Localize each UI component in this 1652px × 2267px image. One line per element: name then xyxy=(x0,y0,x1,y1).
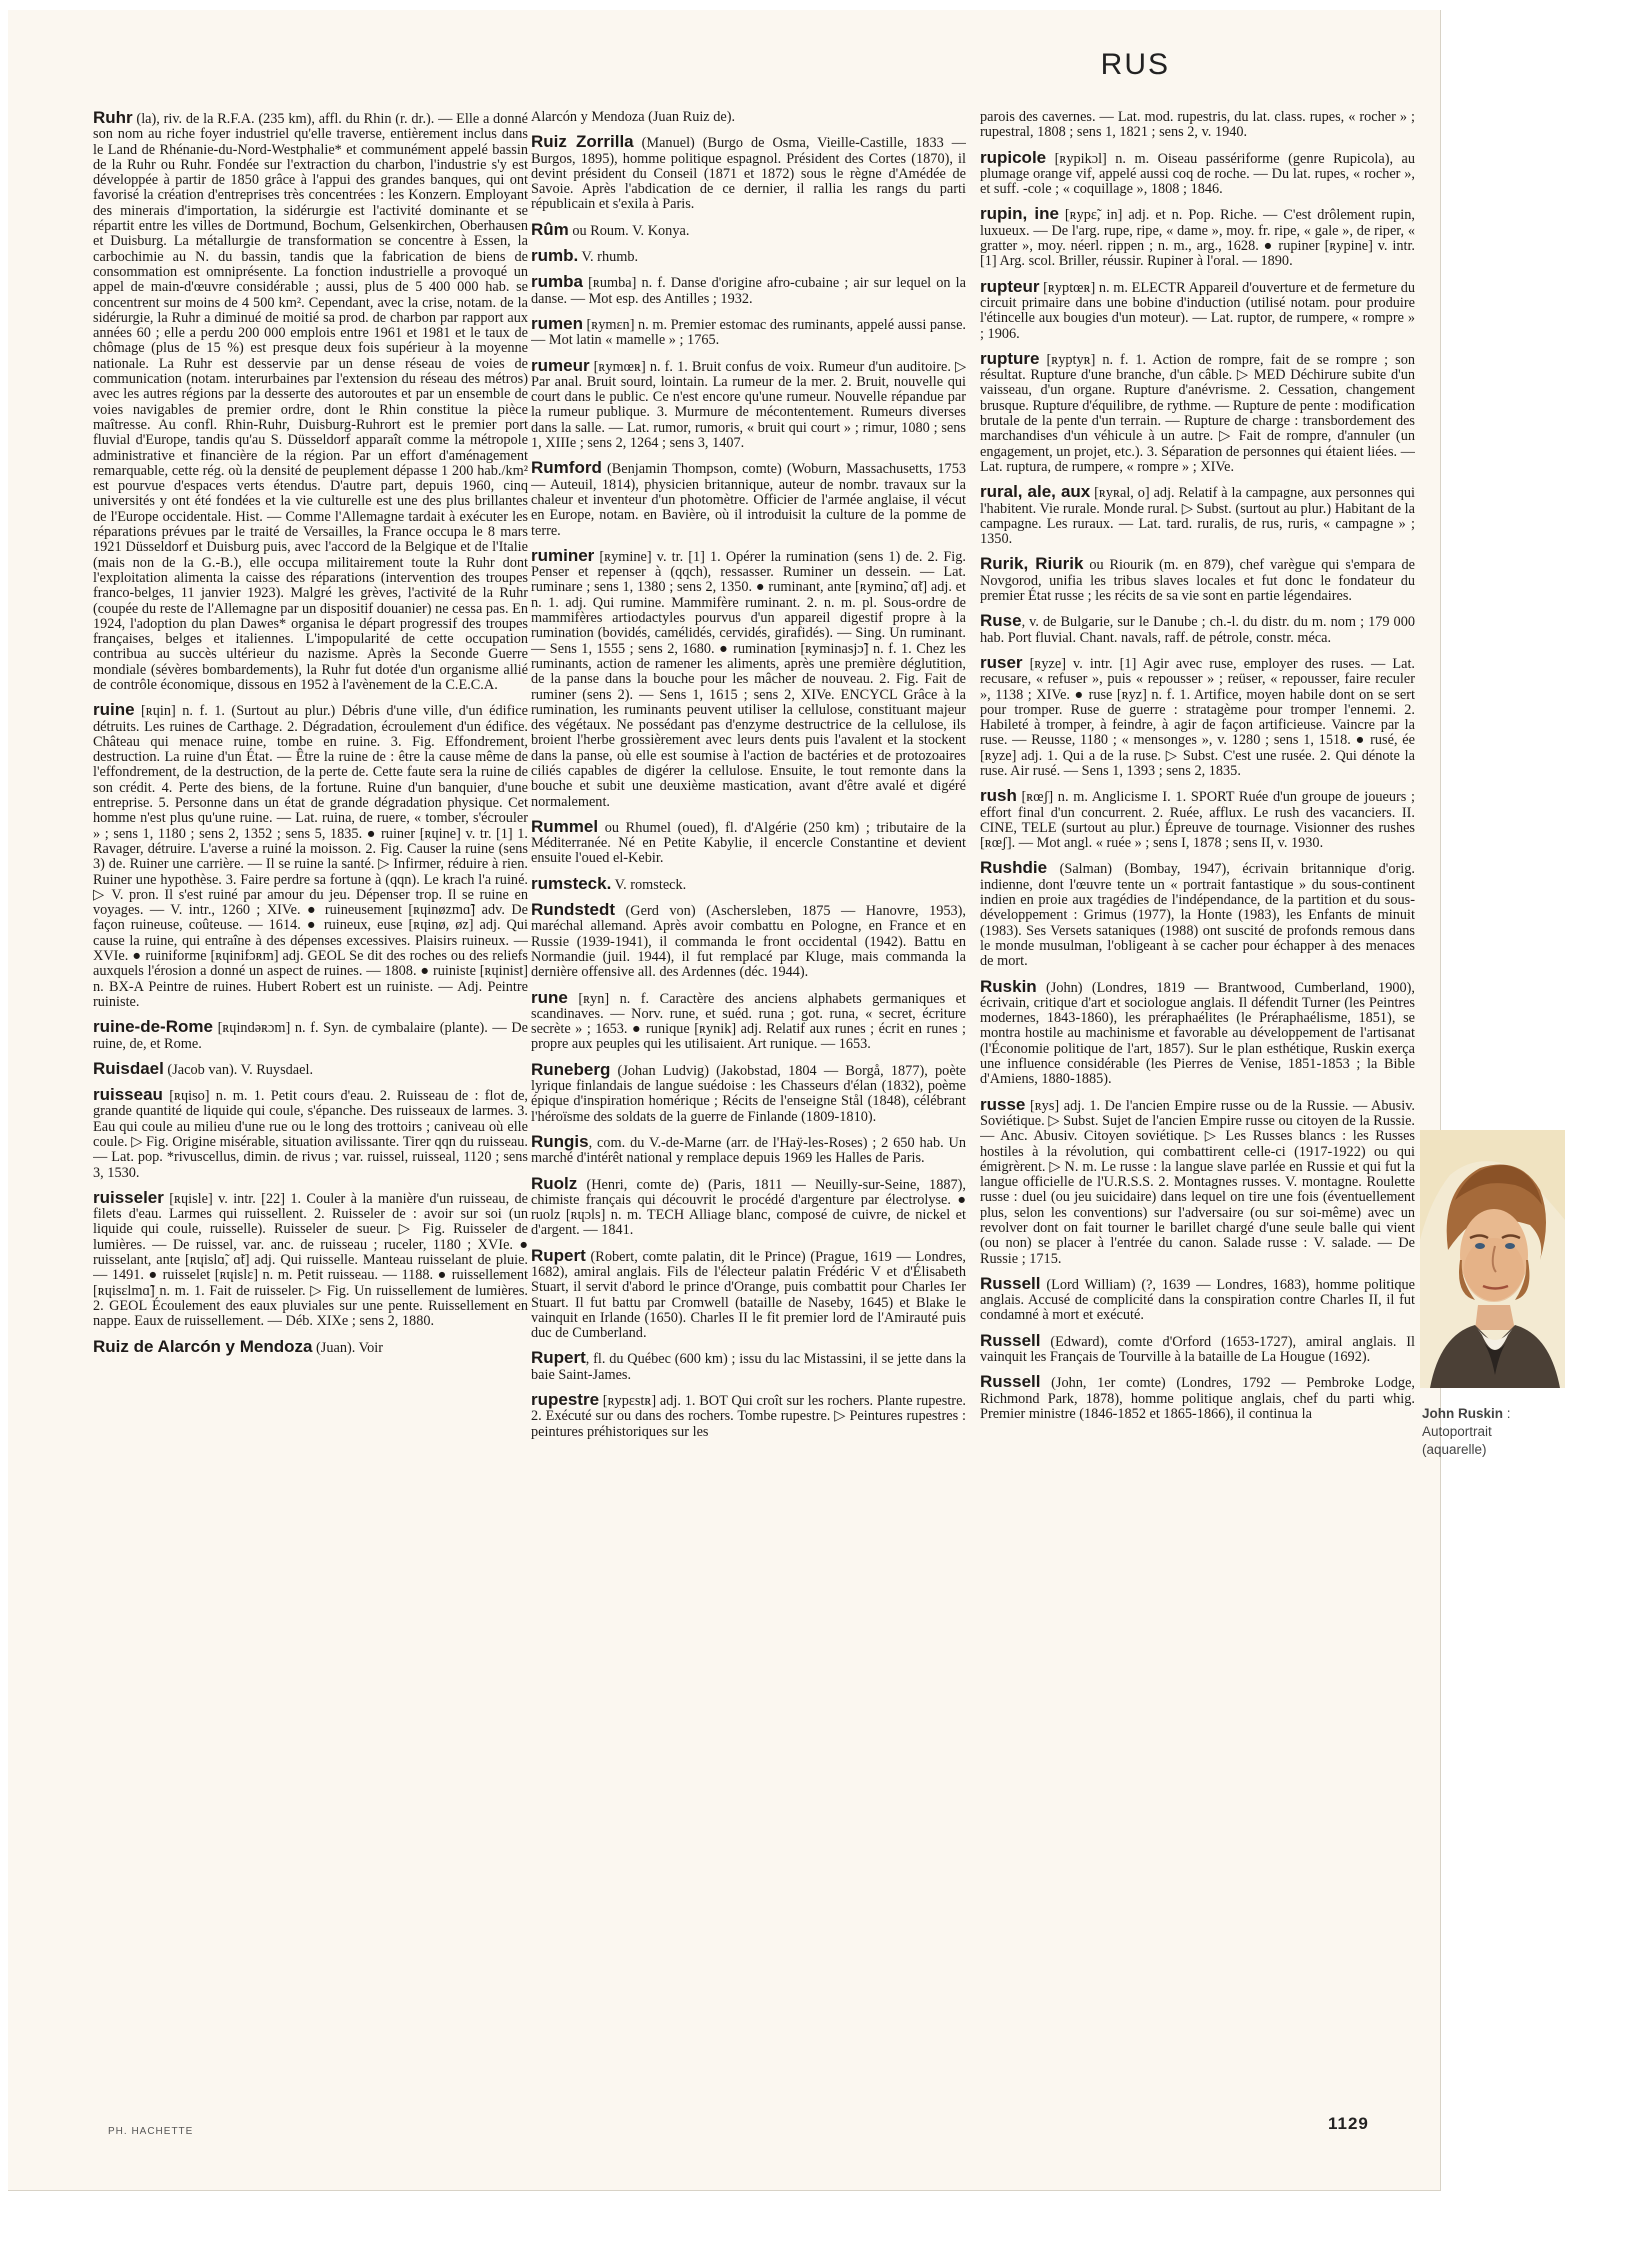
entry-headword: rupteur xyxy=(980,276,1040,296)
dictionary-entry xyxy=(980,1330,1415,1366)
dictionary-entry xyxy=(93,110,528,693)
dictionary-entry xyxy=(93,1058,528,1078)
dictionary-entry xyxy=(531,1392,966,1440)
entry-definition: [ʀyʀal, o] adj. Relatif à la campagne, aux personnes qui l'habitent. Vie rurale. Monde rural. ▷ Subst. (surtout au plur.) Habitant de la campagne. Les ruraux. — Lat. tard. ruralis, de rus, ruris, « campagne » ; 1350. xyxy=(980,485,1415,548)
dictionary-entry xyxy=(531,816,966,867)
entry-definition: V. romsteck. xyxy=(611,876,687,893)
dictionary-entry xyxy=(980,976,1415,1088)
entry-headword: Rumford xyxy=(531,458,602,478)
entry-headword: rune xyxy=(531,987,568,1007)
entry-definition: V. rhumb. xyxy=(578,249,639,266)
dictionary-entry xyxy=(531,274,966,307)
entry-headword: Russell xyxy=(980,1273,1041,1293)
entry-headword: rupicole xyxy=(980,147,1047,167)
entry-headword: ruine-de-Rome xyxy=(93,1017,213,1037)
entry-headword: rural, ale, aux xyxy=(980,482,1091,502)
entry-headword: Russell xyxy=(980,1372,1041,1392)
dictionary-entry xyxy=(531,1173,966,1239)
portrait-caption xyxy=(1422,1405,1572,1459)
entry-headword: rupture xyxy=(980,348,1040,368)
dictionary-entry xyxy=(531,134,966,212)
entry-headword: Ruskin xyxy=(980,976,1037,996)
entry-headword: russe xyxy=(980,1094,1026,1114)
dictionary-entry xyxy=(980,276,1415,342)
dictionary-entry xyxy=(980,556,1415,604)
entry-definition: (John) (Londres, 1819 — Brantwood, Cumberland, 1900), écrivain, critique d'art et sociologue anglais. Il défendit Turner (les Peintres modernes, 1843-1860), les préraphaélites (le Préraphaélisme, 1851), se montra hostile au machinisme et favorable au développement de l'artisanat (l'Économie politique de l'art, 1857). Sur le plan esthétique, Ruskin exerça une influence considérable (les Pierres de Venise, 1851-1853 ; la Bible d'Amiens, 1880-1885). xyxy=(980,979,1415,1088)
entry-headword: rumeur xyxy=(531,355,590,375)
dictionary-entry xyxy=(531,545,966,810)
entry-definition: [ʀymine] v. tr. [1] 1. Opérer la rumination (sens 1) de. 2. Fig. Penser et repenser à (qqch), ressasser. Ruminer un dessein. — Lat. ruminare ; sens 1, 1380 ; sens 2, 1350. ● ruminant, ante [ʀyminɑ̃, ɑ̃t] adj. et n. 1. adj. Qui rumine. Mammifère ruminant. 2. n. m. pl. Sous-ordre de mammifères artiodactyles pourvus d'un appareil digestif propre à la rumination (bovidés, camélidés, cervidés, girafidés). — Sing. Un ruminant. — Sens 1, 1555 ; sens 2, 1680. ● rumination [ʀyminasjɔ̃] n. f. 1. Chez les ruminants, action de ramener les aliments, après une première déglutition, de la panse dans la bouche pour les mâcher de nouveau. 2. Fig. Fait de ruminer (sens 2). — Sens 1, 1615 ; sens 2, XIVe. ENCYCL Grâce à la rumination, les ruminants peuvent utiliser la cellulose, constituant majeur des végétaux. Ne possédant pas d'enzyme destructrice de la cellulose, ils broient l'herbe grossièrement avec leurs dents puis l'avalent et la stockent dans la panse, où elle est soumise à l'action de bactéries et de protozoaires ciliés capables de digérer la cellulose. Ensuite, le tout remonte dans la bouche et subit une deuxième mastication, avant d'être avalé et digéré normalement. xyxy=(531,548,966,810)
entry-definition: , fl. du Québec (600 km) ; issu du lac Mistassini, il se jette dans la baie Saint-James. xyxy=(531,1351,966,1383)
dictionary-entry xyxy=(980,860,1415,969)
entry-definition: [ʀɥisle] v. intr. [22] 1. Couler à la manière d'un ruisseau, de filets d'eau. Larmes qui ruissellent. 2. Ruisseler de : avoir sur soi (un liquide qui coule, ruisselle). Ruisseler de sueur. ▷ Fig. Ruisseler de lumières. — De ruissel, var. anc. de ruisseau ; ruceler, 1180 ; XVIe. ● ruisselant, ante [ʀɥislɑ̃, ɑ̃t] adj. Qui ruisselle. Manteau ruisselant de pluie. — 1491. ● ruisselet [ʀɥislɛ] n. m. Petit ruisseau. — 1188. ● ruissellement [ʀɥisɛlmɑ̃] n. m. 1. Fait de ruisseler. ▷ Fig. Un ruissellement de lumières. 2. GEOL Écoulement des eaux pluviales sur une pente. Ruissellement en nappe. Eaux de ruissellement. — Déb. XIXe ; sens 2, 1880. xyxy=(93,1190,528,1330)
column-1 xyxy=(93,110,528,2100)
dictionary-entry xyxy=(531,1245,966,1342)
entry-headword: rupestre xyxy=(531,1390,600,1410)
dictionary-entry xyxy=(531,110,966,125)
entry-headword: ruminer xyxy=(531,545,595,565)
entry-definition: (Gerd von) (Aschersleben, 1875 — Hanovre, 1953), maréchal allemand. Après avoir combattu en Pologne, en France et en Russie (1939-1941), il commanda le front occidental (1942). Battu en Normandie (juil. 1944), il fut remplacé par Kluge, mais commanda la dernière offensive all. des Ardennes (déc. 1944). xyxy=(531,903,966,981)
entry-definition: (Benjamin Thompson, comte) (Woburn, Massachusetts, 1753 — Auteuil, 1814), physicien britannique, auteur de nombr. travaux sur la chaleur et inventeur d'un photomètre. Officier de l'armée anglaise, il vécut en Europe, notam. en Bavière, où il introduisit la culture de la pomme de terre. xyxy=(531,461,966,539)
entry-headword: ruine xyxy=(93,700,135,720)
entry-headword: rumen xyxy=(531,313,583,333)
entry-headword: Ruiz de Alarcón y Mendoza xyxy=(93,1336,313,1356)
entry-headword: rush xyxy=(980,786,1017,806)
entry-headword: Runeberg xyxy=(531,1059,611,1079)
entry-definition: Alarcón y Mendoza (Juan Ruiz de). xyxy=(531,110,736,125)
entry-headword: Ruisdael xyxy=(93,1058,164,1078)
dictionary-entry xyxy=(531,1350,966,1383)
entry-headword: Ruse xyxy=(980,611,1022,631)
column-2 xyxy=(531,110,966,2100)
dictionary-entry xyxy=(93,702,528,1010)
entry-headword: Rushdie xyxy=(980,858,1048,878)
dictionary-entry xyxy=(531,460,966,538)
dictionary-entry xyxy=(531,355,966,452)
entry-definition: (Juan). Voir xyxy=(312,1339,384,1356)
entry-definition: [ʀɥiso] n. m. 1. Petit cours d'eau. 2. Ruisseau de : flot de, grande quantité de liquide qui coule, s'épanche. Des ruisseaux de larmes. 3. Eau qui coule au milieu d'une rue ou le long des trottoirs ; caniveau où elle coule. ▷ Fig. Origine misérable, situation avilissante. Tirer qqn du ruisseau. — Lat. pop. *rivuscellus, dimin. de rivus ; var. ruissel, ruisseal, 1120 ; sens 3, 1530. xyxy=(93,1088,528,1181)
dictionary-entry xyxy=(93,1087,528,1181)
dictionary-entry xyxy=(93,1336,528,1356)
entry-headword: Rungis xyxy=(531,1131,589,1151)
entry-headword: ruisseau xyxy=(93,1085,163,1105)
entry-headword: Rundstedt xyxy=(531,900,616,920)
entry-definition: (Johan Ludvig) (Jakobstad, 1804 — Borgå, 1877), poète lyrique finlandais de langue suédoise : les Chasseurs d'élan (1832), poème épique d'inspiration homérique ; Récits de l'enseigne Stål (1848), célébrant l'héroïsme des soldats de la guerre de Finlande (1809-1810). xyxy=(531,1062,966,1125)
dictionary-entry xyxy=(980,348,1415,475)
entry-definition: [ʀumba] n. f. Danse d'origine afro-cubaine ; air sur lequel on la danse. — Mot esp. des Antilles ; 1932. xyxy=(531,275,966,307)
entry-definition: [ʀɥindəʀɔm] n. f. Syn. de cymbalaire (plante). — De ruine, de, et Rome. xyxy=(93,1020,528,1052)
caption-line-1: Autoportrait xyxy=(1422,1424,1492,1439)
dictionary-entry xyxy=(531,219,966,239)
caption-colon: : xyxy=(1503,1406,1511,1421)
entry-definition: (John, 1er comte) (Londres, 1792 — Pembroke Lodge, Richmond Park, 1878), homme politique anglais, chef du parti whig. Premier ministre (1846-1852 et 1865-1866), il continua la xyxy=(980,1375,1415,1422)
entry-headword: Ruolz xyxy=(531,1173,578,1193)
dictionary-entry xyxy=(531,1131,966,1167)
entry-definition: [ʀypɛstʀ] adj. 1. BOT Qui croît sur les rochers. Plante rupestre. 2. Exécuté sur ou dans des rochers. Tombe rupestre. ▷ Peintures rupestres : peintures préhistoriques sur les xyxy=(531,1393,966,1440)
entry-headword: ruisseler xyxy=(93,1187,164,1207)
column-3 xyxy=(980,110,1415,2100)
dictionary-entry xyxy=(93,1187,528,1330)
dictionary-entry xyxy=(531,1059,966,1125)
entry-definition: ou Riourik (m. en 879), chef varègue qui s'empara de Novgorod, unifia les tribus slaves locales et fut donc le fondateur du premier État russe ; les récits de sa vie sont en partie légendaires. xyxy=(980,557,1415,605)
portrait-watercolor-image xyxy=(1420,1130,1565,1388)
running-head: RUS xyxy=(1100,48,1170,81)
dictionary-entry xyxy=(980,652,1415,779)
entry-definition: (Salman) (Bombay, 1947), écrivain britannique d'orig. indienne, dont l'œuvre tente un « portrait fantastique » du sous-continent indien en proie aux tragédies de l'indépendance, de la partition et du sous-développement : Grimus (1977), la Honte (1983), les Enfants de minuit (1983). Ses Versets sataniques (1988) ont suscité de profonds remous dans le monde musulman, l'obligeant à se cacher pour échapper à des menaces de mort. xyxy=(980,861,1415,970)
entry-definition: , com. du V.-de-Marne (arr. de l'Haÿ-les-Roses) ; 2 650 hab. Un marché d'intérêt national y remplace depuis 1969 les Halles de Paris. xyxy=(531,1134,966,1167)
dictionary-entry xyxy=(531,313,966,349)
entry-definition: (Manuel) (Burgo de Osma, Vieille-Castille, 1833 — Burgos, 1895), homme politique espagnol. Président des Cortes (1870), il devint président du Conseil (1871 et 1872) sous le règne d'Amédée de Savoie. Après l'abdication de ce dernier, il rallia les rangs du parti républicain et s'exila à Paris. xyxy=(531,135,966,213)
entry-definition: (Lord William) (?, 1639 — Londres, 1683), homme politique anglais. Accusé de complicité dans la conspiration contre Charles II, il fut condamné à mort et exécuté. xyxy=(980,1276,1415,1324)
entry-headword: Rupert xyxy=(531,1348,586,1368)
entry-definition: [ʀymœʀ] n. f. 1. Bruit confus de voix. Rumeur d'un auditoire. ▷ Par anal. Bruit sourd, lointain. La rumeur de la mer. 2. Bruit, nouvelle qui court dans le public. Ce n'est encore qu'une rumeur. Nouvelle répandue par la rumeur publique. 3. Murmure de mécontentement. Rumeurs diverses dans la salle. — Lat. rumor, rumoris, « bruit qui court » ; rimur, 1080 ; sens 1, XIIIe ; sens 2, 1264 ; sens 3, 1407. xyxy=(531,358,966,452)
dictionary-entry xyxy=(531,248,966,265)
dictionary-page xyxy=(8,10,1441,2191)
entry-definition: [ʀɥin] n. f. 1. (Surtout au plur.) Débris d'une ville, d'un édifice détruits. Les ruines de Carthage. 2. Dégradation, écroulement d'un édifice. Château qui menace ruine, tombe en ruine. 3. Fig. Effondrement, destruction. La ruine d'un État. — Être la ruine de : être la cause même de l'effondrement, de la destruction, de la perte de. Cette faute sera la ruine de son crédit. 4. Perte des biens, de la fortune. Ruine d'un banquier, d'une entreprise. 5. Personne dans un état de grande dégradation physique. Cet homme n'est plus qu'une ruine. — Lat. ruina, de ruere, « tomber, s'écrouler » ; sens 1, 1180 ; sens 2, 1352 ; sens 5, 1835. ● ruiner [ʀɥine] v. tr. [1] 1. Ravager, détruire. L'averse a ruiné la moisson. 2. Fig. Causer la ruine (sens 3) de. Ruiner une carrière. — Il se ruine la santé. ▷ Infirmer, réduire à rien. Ruiner une hypothèse. 3. Faire perdre sa fortune à (qqn). Le krach l'a ruiné. ▷ V. pron. Il s'est ruiné par amour du jeu. Dépenser trop. Il se ruine en voyages. — V. intr., 1260 ; XIVe. ● ruineusement [ʀɥinøzmɑ̃] adv. De façon ruineuse, coûteuse. — 1614. ● ruineux, euse [ʀɥinø, øz] adj. Qui cause la ruine, qui entraîne à des dépenses excessives. Plaisirs ruineux. — XVIe. ● ruiniforme [ʀɥinifɔʀm] adj. GEOL Se dit des roches ou des reliefs auxquels l'érosion a donné un aspect de ruines. — 1808. ● ruiniste [ʀɥinist] n. BX-A Peintre de ruines. Hubert Robert est un ruiniste. — Adj. Peintre ruiniste. xyxy=(93,703,528,1010)
page-number: 1129 xyxy=(1328,2114,1369,2133)
entry-definition: (Edward), comte d'Orford (1653-1727), amiral anglais. Il vainquit les Français de Tourville à la bataille de La Hougue (1692). xyxy=(980,1333,1415,1366)
dictionary-entry xyxy=(980,484,1415,547)
dictionary-entry xyxy=(980,1374,1415,1422)
dictionary-entry xyxy=(980,206,1415,269)
entry-headword: Rûm xyxy=(531,219,569,239)
caption-line-2: (aquarelle) xyxy=(1422,1442,1487,1457)
dictionary-entry xyxy=(980,613,1415,646)
entry-definition: , v. de Bulgarie, sur le Danube ; ch.-l. du distr. du m. nom ; 179 000 hab. Port fluvial. Chant. navals, raff. de pétrole, constr. méca. xyxy=(980,614,1415,646)
entry-definition: (Robert, comte palatin, dit le Prince) (Prague, 1619 — Londres, 1682), amiral anglais. Fils de l'électeur palatin Frédéric V et d'Élisabeth Stuart, il servit d'abord le prince d'Orange, puis combattit pour Charles Ier Stuart. Il fut battu par Cromwell (bataille de Naseby, 1645) et Blake le vainquit en Irlande (1650). Charles II le fit premier lord de l'Amirauté puis duc de Cumberland. xyxy=(531,1248,966,1342)
entry-definition: [ʀys] adj. 1. De l'ancien Empire russe ou de la Russie. — Abusiv. Soviétique. ▷ Subst. Sujet de l'ancien Empire russe ou citoyen de la Russie. — Anc. Abusiv. Citoyen soviétique. ▷ Les Russes blancs : les Russes hostiles à la révolution, qui combattirent celle-ci (1917-1922) ou qui émigrèrent. ▷ N. m. Le russe : la langue slave parlée en Russie et qui fut la langue officielle de l'U.R.S.S. 2. Montagnes russes. V. montagne. Roulette russe : duel (ou jeu suicidaire) dans lequel on tire une fois (éventuellement plus, selon les conventions) sur l'adversaire (ou sur soi-même) avec un revolver dont on fait tourner le barillet chargé d'une seule balle qui vient (ou non) se placer à l'entrée du canon. Salade russe : V. salade. — De Russie ; 1715. xyxy=(980,1097,1415,1267)
dictionary-entry xyxy=(531,902,966,980)
entry-headword: rumsteck. xyxy=(531,873,612,893)
entry-definition: (Henri, comte de) (Paris, 1811 — Neuilly-sur-Seine, 1887), chimiste français qui découvrit le procédé d'argenture par électrolyse. ● ruolz [ʀɥɔls] n. m. TECH Alliage blanc, composé de cuivre, de nickel et d'argent. — 1841. xyxy=(531,1176,966,1239)
entry-headword: Russell xyxy=(980,1330,1041,1350)
photo-credit: PH. HACHETTE xyxy=(108,2126,194,2137)
entry-headword: ruser xyxy=(980,652,1023,672)
entry-headword: rumba xyxy=(531,272,583,292)
entry-headword: Rurik, Riurik xyxy=(980,554,1084,574)
dictionary-entry xyxy=(980,1094,1415,1267)
entry-definition: [ʀyptyʀ] n. f. 1. Action de rompre, fait de se rompre ; son résultat. Rupture d'une branche, d'un câble. ▷ MED Déchirure subite d'un vaisseau, d'un organe. Rupture d'anévrisme. 2. Cessation, changement brusque. Rupture d'équilibre, de rythme. — Rupture de pente : modification brutale de la pente d'un terrain. — Rupture de charge : transbordement des marchandises d'un véhicule à un autre. ▷ Fait de rompre, d'annuler (un engagement, un projet, etc.). 3. Séparation de personnes qui étaient liées. — Lat. ruptura, de rumpere, « rompre » ; XIVe. xyxy=(980,351,1415,475)
dictionary-entry xyxy=(531,873,966,893)
dictionary-entry xyxy=(980,110,1415,141)
entry-headword: rumb. xyxy=(531,246,579,266)
entry-definition: [ʀypikɔl] n. m. Oiseau passériforme (genre Rupicola), au plumage orange vif, appelé aussi coq de roche. — Du lat. rupes, « rocher », et suff. -cole ; « coquillage », 1808 ; 1846. xyxy=(980,150,1415,198)
entry-definition: (Jacob van). V. Ruysdael. xyxy=(163,1061,314,1078)
caption-name: John Ruskin xyxy=(1422,1406,1504,1421)
entry-definition: [ʀyptœʀ] n. m. ELECTR Appareil d'ouverture et de fermeture du circuit primaire dans une bobine d'induction (utilisé notam. pour produire l'étincelle aux bougies d'un moteur). — Lat. ruptor, de rumpere, « rompre » ; 1906. xyxy=(980,279,1415,342)
entry-definition: [ʀyn] n. f. Caractère des anciens alphabets germaniques et scandinaves. — Norv. rune, et suéd. runa ; got. runa, « secret, écriture secrète » ; 1653. ● runique [ʀynik] adj. Relatif aux runes ; écrit en runes ; propre aux peuples qui les utilisaient. Art runique. — 1653. xyxy=(531,990,966,1053)
dictionary-entry xyxy=(980,788,1415,851)
dictionary-entry xyxy=(980,1273,1415,1324)
entry-definition: [ʀyze] v. intr. [1] Agir avec ruse, employer des ruses. — Lat. recusare, « refuser », puis « repousser » ; reüser, « repousser, faire reculer », 1138 ; XIVe. ● ruse [ʀyz] n. f. 1. Artifice, moyen habile dont on se sert pour tromper. Ruse de guerre : stratagème pour tromper l'ennemi. 2. Habileté à tromper, à feindre, à agir de façon artificieuse. Vaincre par la ruse. — Reusse, 1180 ; « mensonges », v. 1280 ; sens 1, 1518. ● rusé, ée [ʀyze] adj. 1. Qui a de la ruse. ▷ Subst. C'est une rusée. 2. Qui dénote la ruse. Air rusé. — Sens 1, 1393 ; sens 2, 1835. xyxy=(980,655,1415,779)
entry-headword: Rummel xyxy=(531,816,599,836)
dictionary-entry xyxy=(980,147,1415,198)
entry-headword: Ruiz Zorrilla xyxy=(531,132,634,152)
entry-definition: [ʀypɛ̃, in] adj. et n. Pop. Riche. — C'est drôlement rupin, luxueux. — De l'arg. rupe, ripe, « dame », moy. fr. ripe, « gale », de riper, « gratter », moy. néerl. rippen ; n. m., arg., 1628. ● rupiner [ʀypine] v. intr. [1] Arg. scol. Briller, réussir. Rupiner à l'oral. — 1890. xyxy=(980,207,1415,270)
entry-headword: Rupert xyxy=(531,1245,586,1265)
ruskin-portrait xyxy=(1420,1130,1565,1388)
entry-definition: [ʀœʃ] n. m. Anglicisme I. 1. SPORT Ruée d'un groupe de joueurs ; effort final d'un concurrent. 2. Ruée, afflux. Le rush des vacanciers. II. CINE, TELE (surtout au plur.) Épreuve de tournage. Visionner des rushes [ʀœʃ]. — Mot angl. « ruée » ; sens I, 1878 ; sens II, v. 1930. xyxy=(980,789,1415,852)
entry-headword: rupin, ine xyxy=(980,204,1059,224)
dictionary-entry xyxy=(531,987,966,1053)
entry-definition: ou Rhumel (oued), fl. d'Algérie (250 km) ; tributaire de la Méditerranée. Né en Petite Kabylie, il encercle Constantine et devient ensuite l'oued el-Kebir. xyxy=(531,819,966,867)
entry-definition: parois des cavernes. — Lat. mod. rupestris, du lat. class. rupes, « rocher » ; rupestral, 1808 ; sens 1, 1821 ; sens 2, v. 1940. xyxy=(980,110,1415,141)
dictionary-entry xyxy=(93,1019,528,1052)
entry-definition: ou Roum. V. Konya. xyxy=(568,222,690,239)
entry-definition: (la), riv. de la R.F.A. (235 km), affl. du Rhin (r. dr.). — Elle a donné son nom au riche foyer industriel qu'elle traverse, entièrement inclus dans le Land de Rhénanie-du-Nord-Westphalie* et communément appelé bassin de la Ruhr ou Ruhr. Fondée sur l'extraction du charbon, l'industrie s'y est développée à partir de 1850 grâce à l'appui des grandes banques, qui ont favorisé la création d'entreprises très concentrées : les Konzern. Employant des minerais d'importation, la sidérurgie est l'activité dominante et se répartit entre les villes de Dortmund, Bochum, Gelsenkirchen, Oberhausen et Duisburg. La métallurgie de transformation se concentre à Essen, la carbochimie au N. du bassin, tandis que la fabrication de biens de consommation est omniprésente. La fonction industrielle a provoqué un appel de main-d'œuvre considérable ; aussi, plus de 5 400 000 hab. se concentrent sur moins de 4 500 km². Cependant, avec la crise, notam. de la sidérurgie, la Ruhr a diminué de moitié sa prod. de charbon par rapport aux années 60 ; elle a perdu 200 000 emplois entre 1961 et 1981 et le taux de chômage (plus de 15 %) est presque deux fois supérieur à la moyenne nationale. La Ruhr est desservie par un dense réseau de voies de communication (notam. interurbaines par l'extension du réseau des métros) avec les autres régions par la desserte des autoroutes et par un ensemble de voies navigables de premier ordre, dont le Rhin constitue la pièce maîtresse. Au confl. Rhin-Ruhr, Duisburg-Ruhrort est le premier port fluvial d'Europe, tandis qu'au S. Düsseldorf apparaît comme la métropole administrative et financière de la région. Par un effort d'aménagement remarquable, cette rég. où la densité de peuplement dépasse 1 200 hab./km² est pourvue d'espaces verts étendus. D'autre part, depuis 1960, cinq universités y ont été fondées et la vie culturelle est une des plus brillantes de l'Europe occidentale. Hist. — Comme l'Allemagne tardait à exécuter les réparations prévues par le traité de Versailles, la France occupa le 8 mars 1921 Düsseldorf et Duisburg puis, avec l'accord de la Belgique et de l'Italie (mais non de la G.-B.), elle occupa militairement toute la Ruhr dont l'exploitation alimenta la caisse des réparations (intervention des troupes franco-belges, 11 janvier 1923). Malgré les grèves, l'activité de la Ruhr (coupée du reste de l'Allemagne par un dispositif douanier) ne cessa pas. En 1924, l'adoption du plan Dawes* organisa le départ progressif des troupes françaises, belges et italiennes. L'impopularité de cette occupation contribua au succès ultérieur du nazisme. Après la Seconde Guerre mondiale (sévères bombardements), la Ruhr fut dotée d'un organisme allié de contrôle économique, dissous en 1952 à l'avènement de la C.E.C.A. xyxy=(93,111,528,693)
entry-headword: Ruhr xyxy=(93,110,133,127)
entry-definition: [ʀymɛn] n. m. Premier estomac des ruminants, appelé aussi panse. — Mot latin « mamelle » ; 1765. xyxy=(531,316,966,349)
